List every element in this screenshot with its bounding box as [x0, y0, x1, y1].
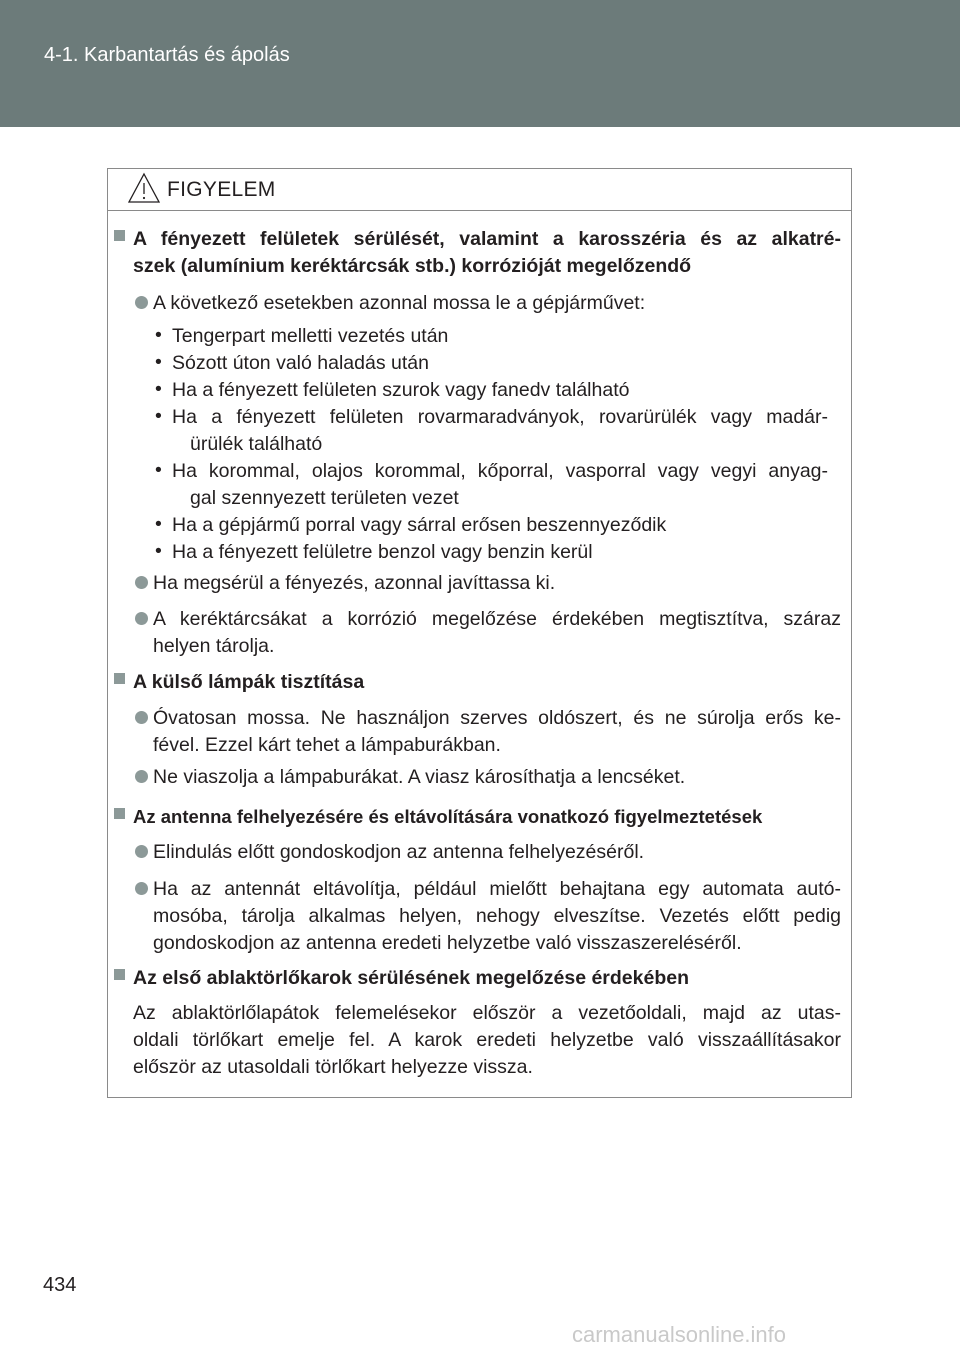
section-2-bullet-1-line-2: fével. Ezzel kárt tehet a lámpaburákban. [153, 734, 501, 756]
section-3-title: Az antenna felhelyezésére és eltávolítására vonatkozó figyelmeztetések [133, 806, 763, 827]
section-1-bullet-1: A következő esetekben azonnal mossa le a gépjárművet: [153, 292, 646, 314]
section-3-bullet-2-line-1: Ha az antennát eltávolítja, például mielőtt behajtana egy automata autó- [153, 878, 841, 900]
header-bar [0, 0, 960, 127]
page-number: 434 [43, 1274, 77, 1296]
list-item: Ha a fényezett felületen szurok vagy fanedv található [172, 379, 630, 401]
round-bullet-icon [135, 296, 148, 309]
round-bullet-icon [135, 711, 148, 724]
round-bullet-icon [135, 882, 148, 895]
section-1-bullet-2: Ha megsérül a fényezés, azonnal javíttassa ki. [153, 572, 556, 594]
round-bullet-icon [135, 576, 148, 589]
list-item: Sózott úton való haladás után [172, 352, 429, 374]
list-bullet: • [155, 351, 162, 373]
square-bullet-icon [114, 673, 125, 684]
section-1-bullet-3-line-1: A keréktárcsákat a korrózió megelőzése érdekében megtisztítva, száraz [153, 608, 841, 630]
watermark: carmanualsonline.info [572, 1322, 787, 1347]
section-4-paragraph-line-3: először az utasoldali törlőkart helyezze vissza. [133, 1056, 533, 1078]
section-4-paragraph-line-1: Az ablaktörlőlapátok felemelésekor először a vezetőoldali, majd az utas- [133, 1002, 841, 1024]
square-bullet-icon [114, 230, 125, 241]
round-bullet-icon [135, 845, 148, 858]
section-2-bullet-2: Ne viaszolja a lámpaburákat. A viasz károsíthatja a lencséket. [153, 766, 686, 788]
section-3-bullet-1: Elindulás előtt gondoskodjon az antenna felhelyezéséről. [153, 841, 645, 863]
list-bullet: • [155, 405, 162, 427]
round-bullet-icon [135, 612, 148, 625]
section-2-title: A külső lámpák tisztítása [133, 671, 365, 693]
list-item: Ha a fényezett felületre benzol vagy benzin kerül [172, 541, 593, 563]
round-bullet-icon [135, 770, 148, 783]
section-2-bullet-1-line-1: Óvatosan mossa. Ne használjon szerves oldószert, és ne súrolja erős ke- [153, 707, 841, 729]
section-4-paragraph-line-2: oldali törlőkart emelje fel. A karok eredeti helyzetbe való visszaállításakor [133, 1029, 841, 1051]
list-bullet: • [155, 540, 162, 562]
section-1-bullet-3-line-2: helyen tárolja. [153, 635, 275, 657]
list-bullet: • [155, 459, 162, 481]
section-3-bullet-2-line-2: mosóba, tárolja alkalmas helyen, nehogy elveszítse. Vezetés előtt pedig [153, 905, 841, 927]
section-3-bullet-2-line-3: gondoskodjon az antenna eredeti helyzetbe való visszaszereléséről. [153, 932, 742, 954]
section-1-title-line-2: szek (alumínium keréktárcsák stb.) korrózióját megelőzendő [133, 255, 692, 277]
square-bullet-icon [114, 969, 125, 980]
list-item-continuation: ürülék található [190, 433, 323, 455]
list-item: Ha a gépjármű porral vagy sárral erősen beszennyeződik [172, 514, 667, 536]
list-bullet: • [155, 324, 162, 346]
warning-header [108, 169, 851, 211]
warning-title: FIGYELEM [167, 178, 276, 201]
list-item: Ha korommal, olajos korommal, kőporral, vasporral vagy vegyi anyag- [172, 460, 828, 482]
section-1-title-line-1: A fényezett felületek sérülését, valamint a karosszéria és az alkatré- [133, 228, 841, 250]
list-item: Ha a fényezett felületen rovarmaradványok, rovarürülék vagy madár- [172, 406, 828, 428]
section-4-title: Az első ablaktörlőkarok sérülésének megelőzése érdekében [133, 967, 690, 989]
list-item-continuation: gal szennyezett területen vezet [190, 487, 459, 509]
warning-triangle-icon [127, 172, 161, 204]
list-bullet: • [155, 378, 162, 400]
list-item: Tengerpart melletti vezetés után [172, 325, 449, 347]
square-bullet-icon [114, 808, 125, 819]
list-bullet: • [155, 513, 162, 535]
section-title: 4-1. Karbantartás és ápolás [44, 44, 290, 66]
